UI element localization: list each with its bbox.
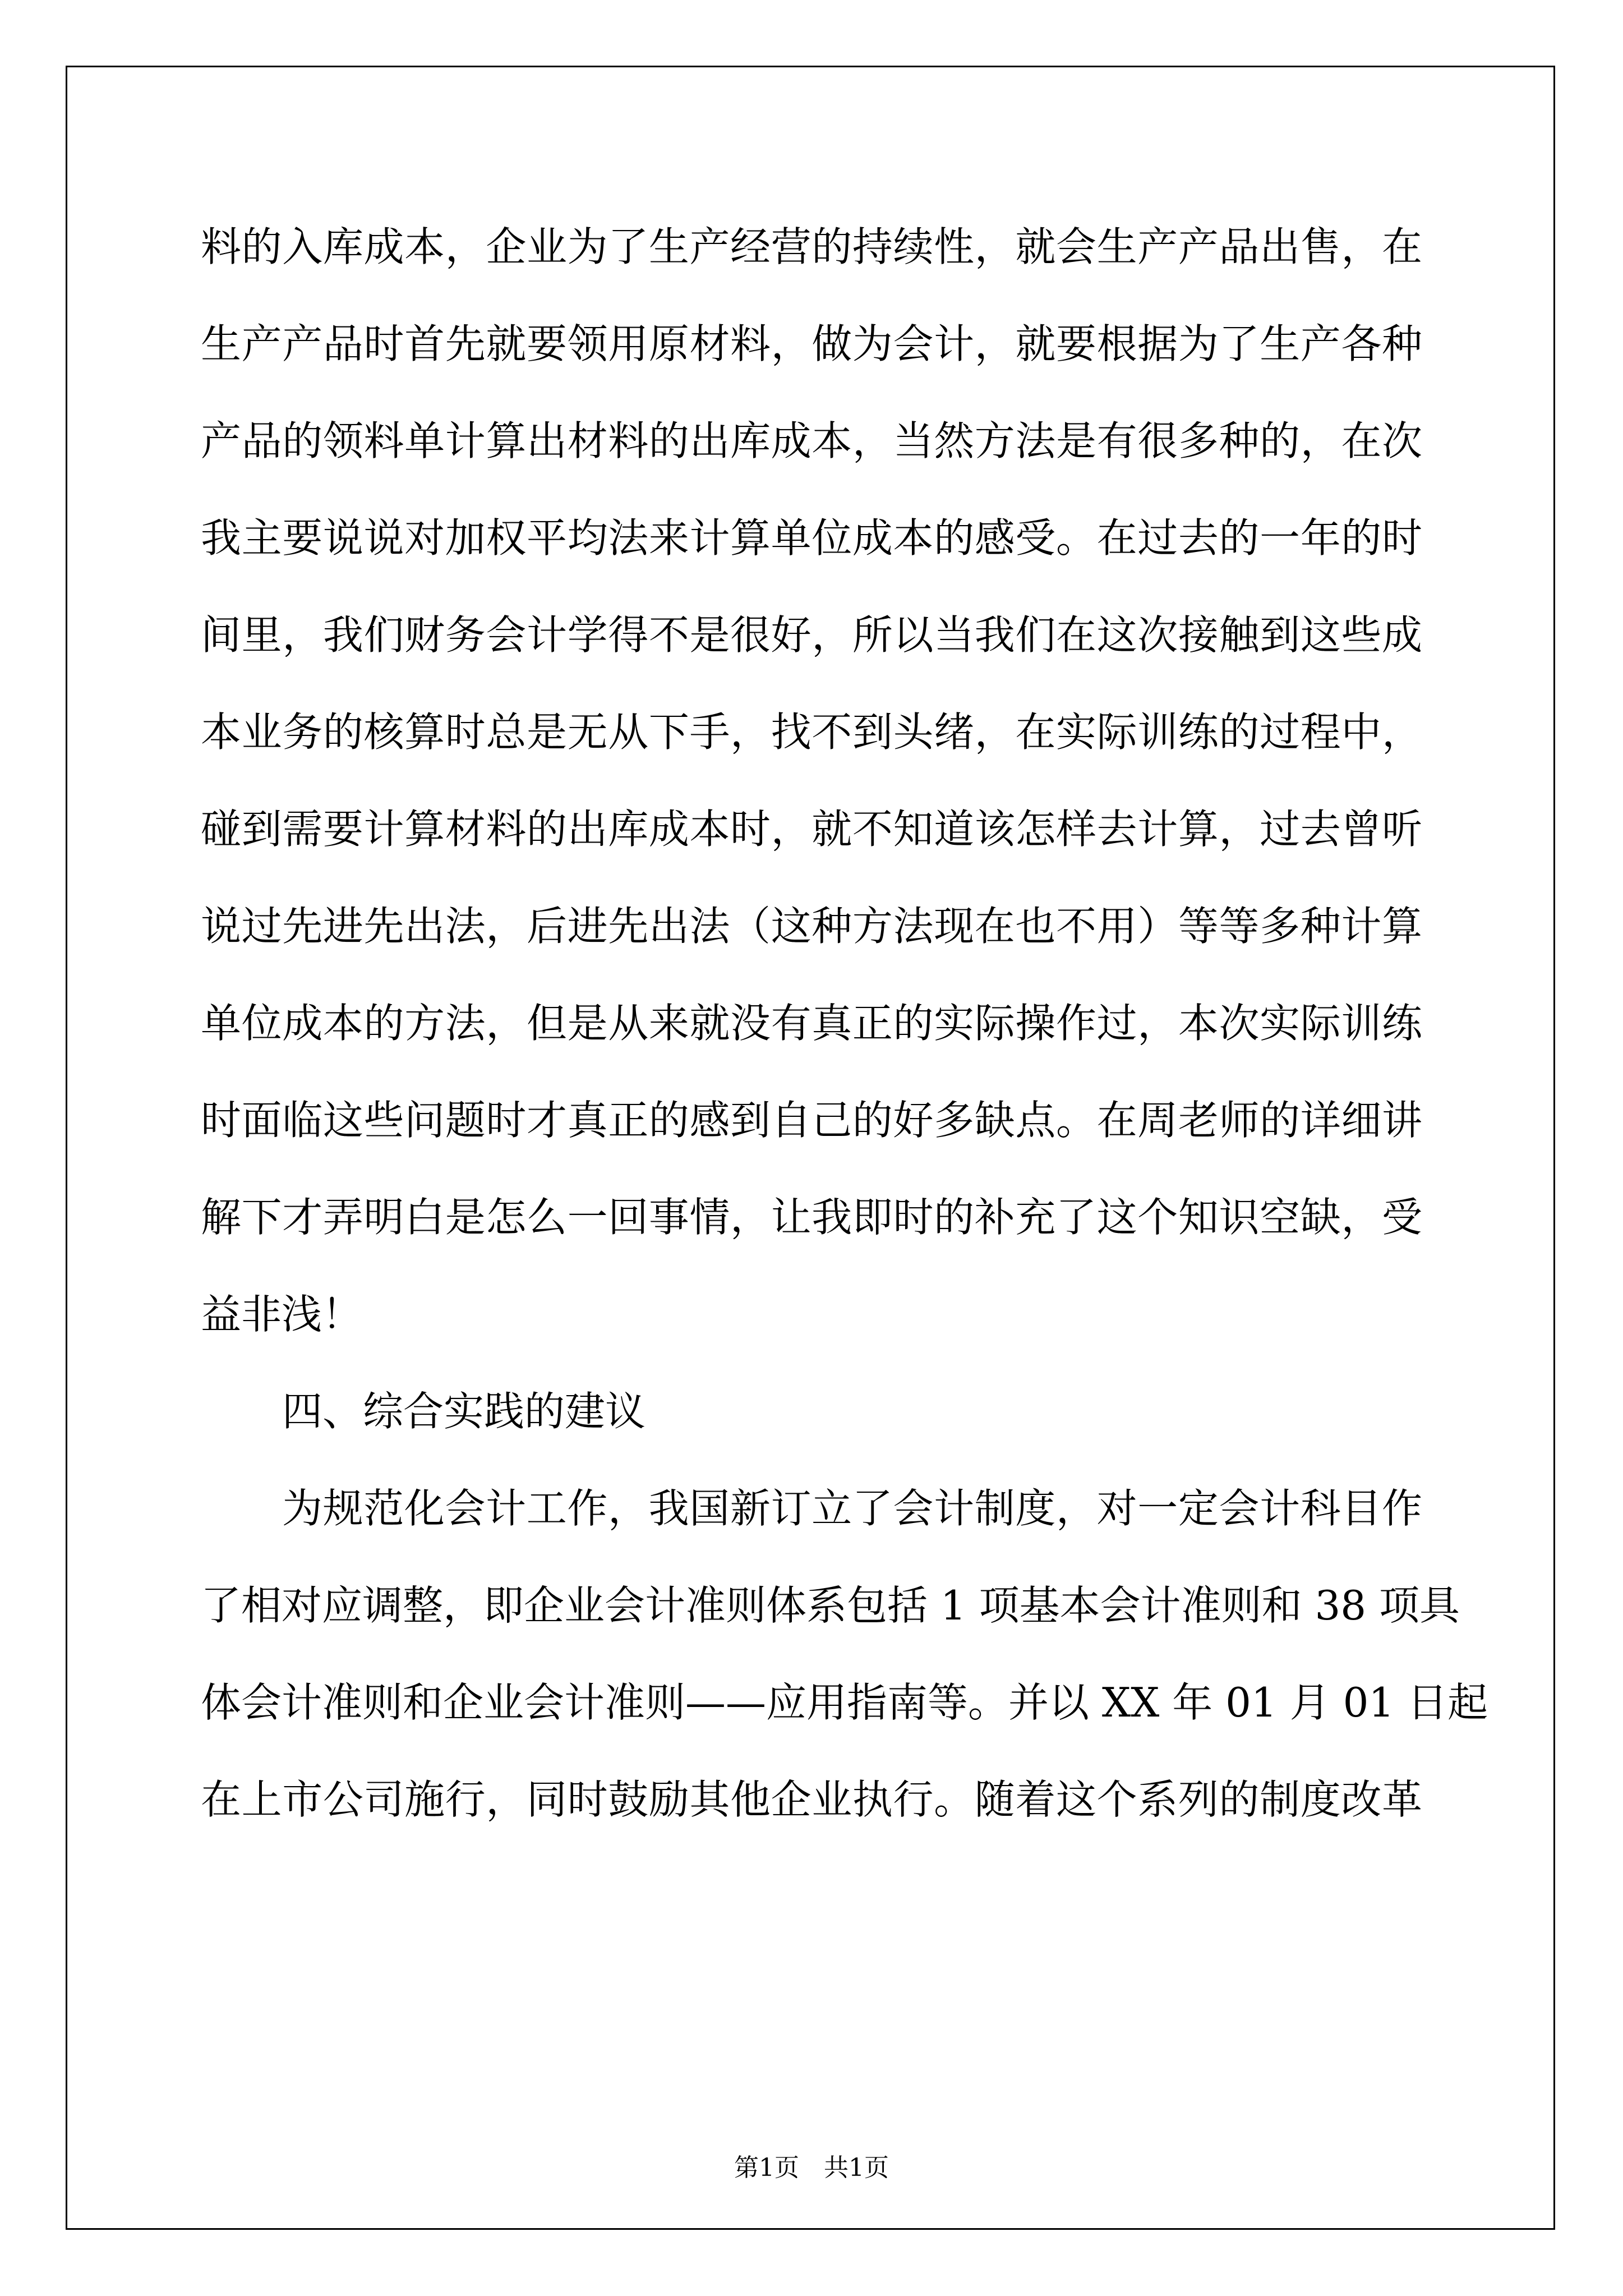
body-line: 生产产品时首先就要领用原材料，做为会计，就要根据为了生产各种: [201, 320, 1422, 367]
body-line: 解下才弄明白是怎么一回事情，让我即时的补充了这个知识空缺，受: [201, 1194, 1422, 1241]
body-line: 说过先进先出法，后进先出法（这种方法现在也不用）等等多种计算: [201, 903, 1422, 950]
paragraph-line: 体会计准则和企业会计准则——应用指南等。并以 XX 年 01 月 01 日起: [201, 1679, 1488, 1726]
paragraph-line: 在上市公司施行，同时鼓励其他企业执行。随着这个系列的制度改革: [201, 1776, 1422, 1823]
section-heading: 四、综合实践的建议: [282, 1388, 646, 1435]
paragraph-line-first: 为规范化会计工作，我国新订立了会计制度，对一定会计科目作: [282, 1485, 1422, 1532]
body-line: 料的入库成本，企业为了生产经营的持续性，就会生产产品出售，在: [201, 223, 1422, 270]
body-line: 时面临这些问题时才真正的感到自己的好多缺点。在周老师的详细讲: [201, 1097, 1422, 1144]
body-line: 碰到需要计算材料的出库成本时，就不知道该怎样去计算，过去曾听: [201, 806, 1422, 853]
page-footer: 第1页 共1页: [734, 2154, 889, 2182]
body-line-last: 益非浅！: [201, 1291, 363, 1338]
body-line: 单位成本的方法，但是从来就没有真正的实际操作过，本次实际训练: [201, 1000, 1422, 1047]
paragraph-line: 了相对应调整，即企业会计准则体系包括 1 项基本会计准则和 38 项具: [201, 1582, 1460, 1629]
body-line: 间里，我们财务会计学得不是很好，所以当我们在这次接触到这些成: [201, 611, 1422, 659]
body-line: 本业务的核算时总是无从下手，找不到头绪，在实际训练的过程中，: [201, 708, 1422, 756]
body-line: 我主要说说对加权平均法来计算单位成本的感受。在过去的一年的时: [201, 514, 1422, 562]
body-line: 产品的领料单计算出材料的出库成本，当然方法是有很多种的，在次: [201, 417, 1422, 464]
